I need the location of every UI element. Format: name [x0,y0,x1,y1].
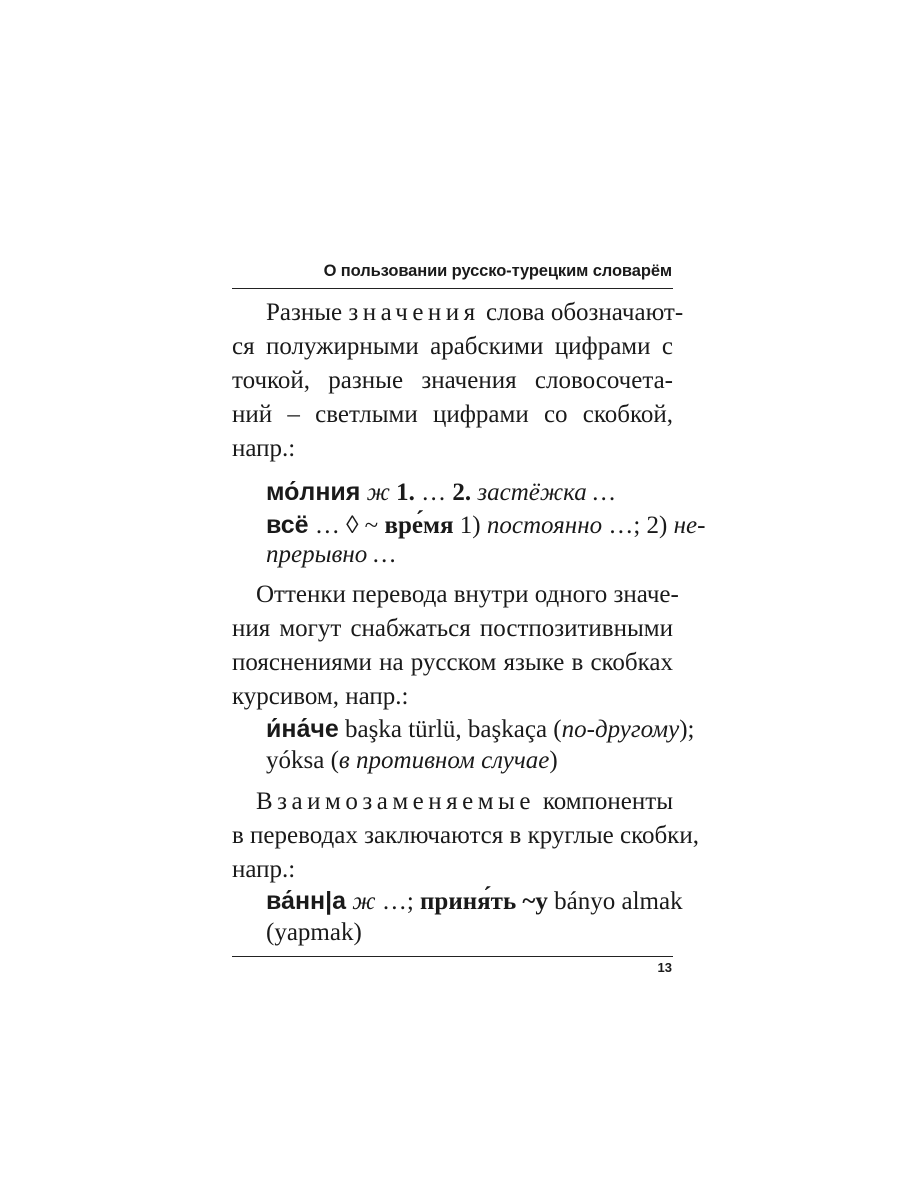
paragraph-line: курсивом, напр.: [232,683,409,710]
dictionary-example: мо́лния ж 1. … 2. застёжка … [266,478,616,506]
paragraph-line: ния могут снабжаться постпозитивными [232,615,673,642]
phrase: приня́ть ~у [420,888,548,915]
example-line: всё … ◊ ~ вре́мя 1) постоянно …; 2) не- [266,511,706,539]
paragraph-line: ся полужирными арабскими цифрами с [232,333,673,360]
paragraph-line: Разные значения слова обозначают- [266,299,684,326]
running-header-title: О пользовании русско-турецким словарём [323,262,672,280]
example-line: (yapmak) [266,919,362,946]
paragraph-line: Оттенки перевода внутри одного значе- [256,581,679,608]
example-line: yóksa (в противном случае) [266,747,558,774]
paragraph-line: ний – светлыми цифрами со скобкой, [232,401,673,428]
headword: мо́лния [266,478,361,506]
gender-mark: ж [352,888,376,915]
page-number: 13 [657,960,672,975]
meaning-number: 1. [396,479,415,506]
footer-rule [232,956,673,957]
translation: bányo almak [554,888,683,915]
meaning-number: 2. [452,479,472,506]
paragraph-line: напр.: [232,856,296,883]
paragraph-line: в переводах заключаются в круглые скобки, [232,822,699,849]
example-line: ва́нн|а ж …; приня́ть ~у bányo almak [266,887,683,915]
example-line: прерывно … [266,541,396,568]
paragraph-line: пояснениями на русском языке в скобках [232,649,673,676]
example-line: и́на́че başka türlü, başkaça (по-другому); [266,715,695,743]
headword: всё [266,511,309,539]
header-rule [232,288,673,289]
headword: ва́нн|а [266,887,347,915]
headword: и́на́че [266,715,339,743]
translation: застёжка … [477,479,616,506]
gender-mark: ж [366,479,390,506]
phrase: вре́мя [384,512,454,539]
paragraph-line: напр.: [232,435,296,462]
paragraph-line: Взаимозаменяемые компоненты [256,788,673,815]
paragraph-line: точкой, разные значения словосочета- [232,367,673,394]
